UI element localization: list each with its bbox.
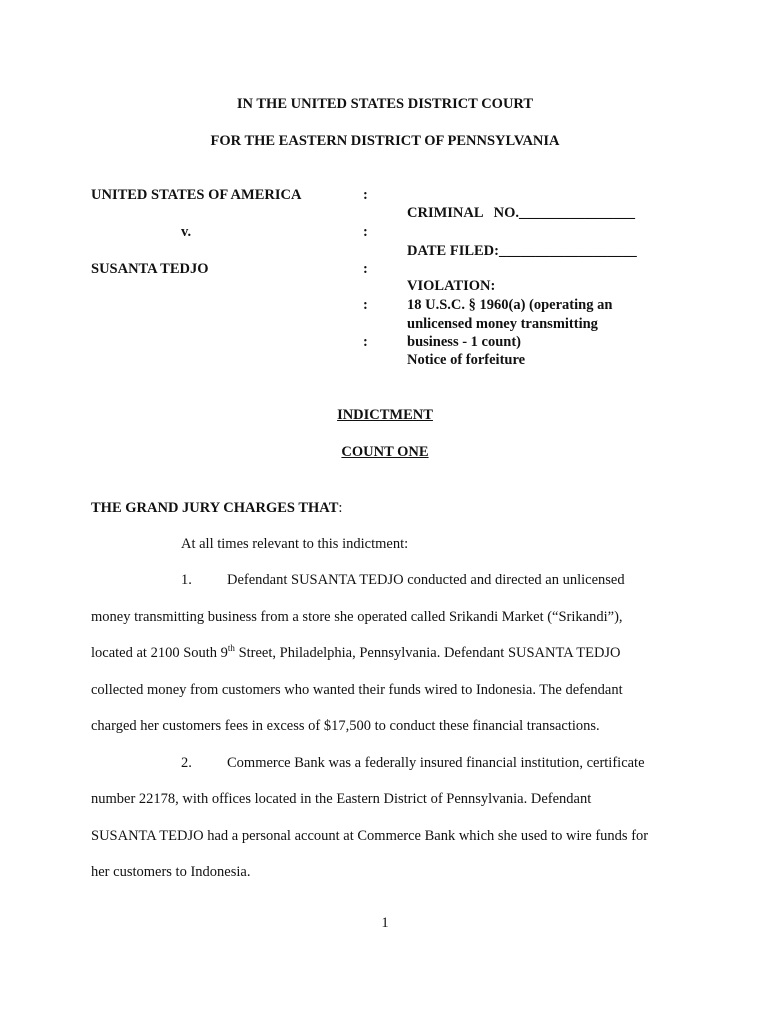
paragraph-line: money transmitting business from a store she operated called Srikandi Market (“Srikandi”), bbox=[91, 609, 623, 625]
paragraph-text: located at 2100 South 9 bbox=[91, 645, 228, 661]
caption-colon: : bbox=[363, 297, 368, 313]
paragraph-line: Defendant SUSANTA TEDJO conducted and directed an unlicensed bbox=[227, 572, 625, 588]
date-filed: DATE FILED:___________________ bbox=[407, 243, 637, 259]
violation-line: unlicensed money transmitting bbox=[407, 316, 598, 332]
indictment-heading: INDICTMENT bbox=[337, 407, 433, 423]
grand-jury-label: THE GRAND JURY CHARGES THAT bbox=[91, 500, 339, 516]
paragraph-line: number 22178, with offices located in the Eastern District of Pennsylvania. Defendant bbox=[91, 791, 592, 807]
page-number: 1 bbox=[381, 915, 389, 931]
paragraph-line: her customers to Indonesia. bbox=[91, 864, 251, 880]
caption-defendant: SUSANTA TEDJO bbox=[91, 261, 209, 277]
paragraph-line: collected money from customers who wanted their funds wired to Indonesia. The defendant bbox=[91, 682, 623, 698]
violation-line: business - 1 count) bbox=[407, 334, 522, 350]
violation-line: Notice of forfeiture bbox=[407, 352, 526, 368]
court-title: IN THE UNITED STATES DISTRICT COURT bbox=[236, 96, 534, 112]
caption-colon: : bbox=[363, 187, 368, 203]
violation-label: VIOLATION: bbox=[407, 278, 496, 294]
criminal-number: CRIMINAL NO.________________ bbox=[407, 205, 635, 221]
caption-versus: v. bbox=[181, 224, 192, 240]
violation-line: 18 U.S.C. § 1960(a) (operating an bbox=[407, 297, 613, 313]
intro-text: At all times relevant to this indictment: bbox=[181, 536, 409, 552]
paragraph-number: 2. bbox=[181, 755, 192, 771]
paragraph-line: SUSANTA TEDJO had a personal account at Commerce Bank which she used to wire funds for bbox=[91, 828, 649, 844]
paragraph-line bbox=[91, 644, 621, 662]
caption-colon: : bbox=[363, 334, 368, 350]
paragraph-line: Commerce Bank was a federally insured financial institution, certificate bbox=[227, 755, 645, 771]
caption-colon: : bbox=[363, 261, 368, 277]
court-district: FOR THE EASTERN DISTRICT OF PENNSYLVANIA bbox=[210, 133, 560, 149]
paragraph-line: charged her customers fees in excess of $17,500 to conduct these financial transactions. bbox=[91, 718, 600, 734]
caption-colon: : bbox=[363, 224, 368, 240]
grand-jury-charges bbox=[91, 499, 342, 517]
grand-jury-colon: : bbox=[338, 500, 343, 516]
paragraph-number: 1. bbox=[181, 572, 192, 588]
caption-plaintiff: UNITED STATES OF AMERICA bbox=[91, 187, 302, 203]
ordinal-suffix: th bbox=[227, 643, 235, 654]
paragraph-text: Street, Philadelphia, Pennsylvania. Defendant SUSANTA TEDJO bbox=[234, 645, 621, 661]
count-one-heading: COUNT ONE bbox=[341, 444, 429, 460]
